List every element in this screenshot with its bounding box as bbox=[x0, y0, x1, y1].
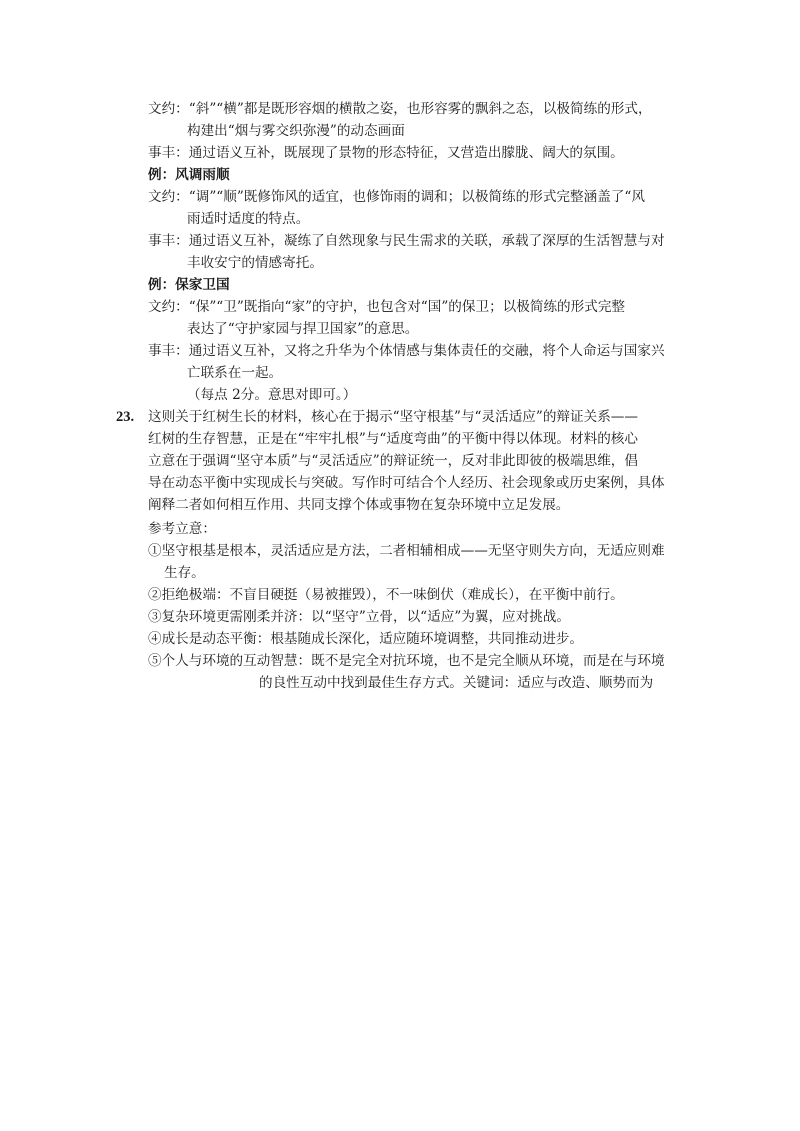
shifeng-line-3-cont: 亡联系在一起。 bbox=[187, 365, 283, 381]
reference-point-1: ①坚守根基是根本，灵活适应是方法，二者相辅相成——无坚守则失方向，无适应则难 bbox=[148, 543, 665, 559]
shifeng-line-2-cont: 丰收安宁的情感寄托。 bbox=[187, 255, 323, 271]
analysis-line-3: 立意在于强调“坚守本质”与“灵活适应”的辩证统一，反对非此即彼的极端思维，倡 bbox=[148, 453, 638, 469]
reference-point-5-cont: 的良性互动中找到最佳生存方式。关键词：适应与改造、顺势而为 bbox=[259, 675, 654, 691]
score-note: （每点 2分。意思对即可。） bbox=[187, 387, 357, 403]
reference-point-3: ③复杂环境更需刚柔并济：以“坚守”立骨，以“适应”为翼，应对挑战。 bbox=[148, 609, 571, 625]
reference-point-1-cont: 生存。 bbox=[164, 565, 205, 581]
example-title-baojiaweiguo: 例：保家卫国 bbox=[148, 277, 230, 293]
wenyue-line-3-cont: 表达了“守护家园与捍卫国家”的意思。 bbox=[187, 321, 419, 337]
wenyue-line-2: 文约：“调”“顺”既修饰风的适宜，也修饰雨的调和；以极简练的形式完整涵盖了“风 bbox=[148, 189, 645, 205]
wenyue-line-3: 文约：“保”“卫”既指向“家”的守护，也包含对“国”的保卫；以极简练的形式完整 bbox=[148, 299, 626, 315]
question-number: 23. bbox=[116, 409, 135, 425]
reference-point-5: ⑤个人与环境的互动智慧：既不是完全对抗环境，也不是完全顺从环境，而是在与环境 bbox=[148, 653, 665, 669]
example-title-fengtiaoyushun: 例：风调雨顺 bbox=[148, 167, 230, 183]
reference-point-4: ④成长是动态平衡：根基随成长深化，适应随环境调整，共同推动进步。 bbox=[148, 631, 583, 647]
analysis-line-2: 红树的生存智慧，正是在“牢牢扎根”与“适度弯曲”的平衡中得以体现。材料的核心 bbox=[148, 431, 638, 447]
wenyue-line-1: 文约：“斜”“横”都是既形容烟的横散之姿，也形容雾的飘斜之态，以极简练的形式， bbox=[148, 101, 652, 117]
analysis-line-4: 导在动态平衡中实现成长与突破。写作时可结合个人经历、社会现象或历史案例，具体 bbox=[148, 475, 665, 491]
reference-title: 参考立意： bbox=[148, 521, 216, 537]
analysis-line-5: 阐释二者如何相互作用、共同支撑个体或事物在复杂环境中立足发展。 bbox=[148, 497, 570, 513]
shifeng-line-1: 事丰：通过语义互补，既展现了景物的形态特征，又营造出朦胧、阔大的氛围。 bbox=[148, 145, 624, 161]
reference-point-2: ②拒绝极端：不盲目硬挺（易被摧毁），不一味倒伏（难成长），在平衡中前行。 bbox=[148, 587, 624, 603]
shifeng-line-3: 事丰：通过语义互补，又将之升华为个体情感与集体责任的交融，将个人命运与国家兴 bbox=[148, 343, 665, 359]
analysis-line-1: 这则关于红树生长的材料，核心在于揭示“坚守根基”与“灵活适应”的辩证关系—— bbox=[148, 409, 638, 425]
wenyue-line-1-cont: 构建出“烟与雾交织弥漫”的动态画面 bbox=[187, 123, 405, 139]
shifeng-line-2: 事丰：通过语义互补，凝练了自然现象与民生需求的关联，承载了深厚的生活智慧与对 bbox=[148, 233, 665, 249]
wenyue-line-2-cont: 雨适时适度的特点。 bbox=[187, 211, 310, 227]
